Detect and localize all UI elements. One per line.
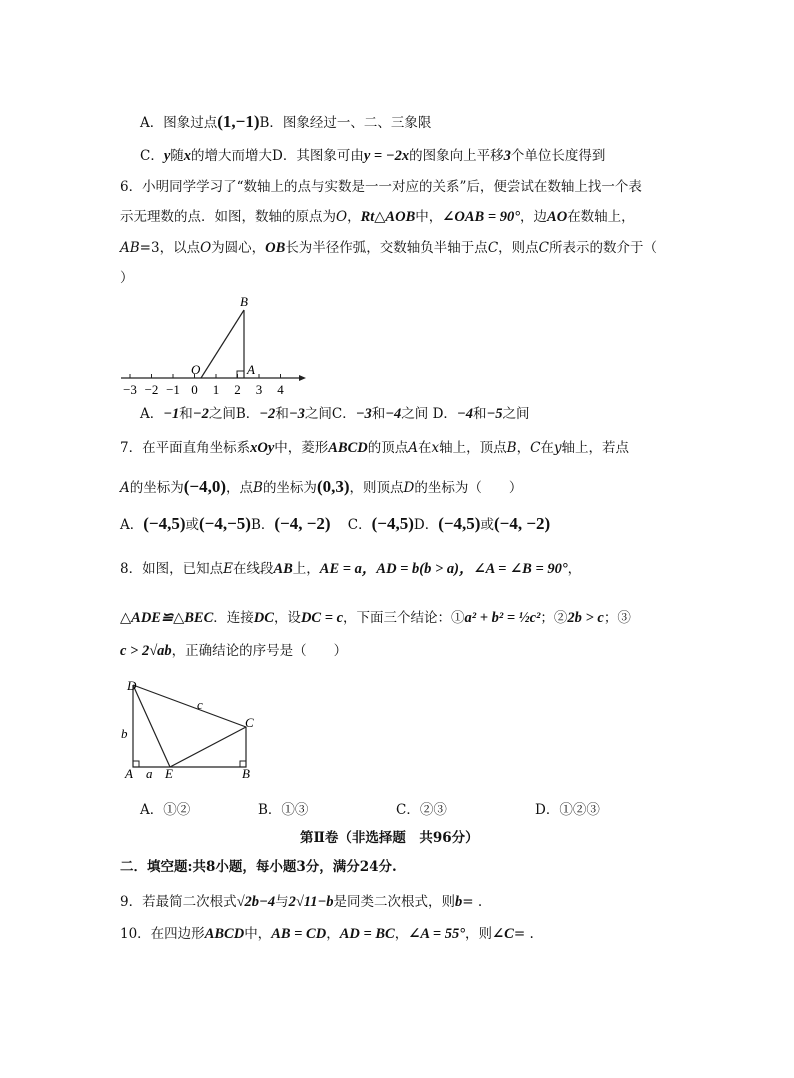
text: ， — [567, 561, 582, 577]
tick-label: 2 — [234, 382, 241, 397]
formula: DC = c — [300, 610, 344, 626]
var: A — [120, 480, 130, 496]
coord: (−4, −2) — [274, 514, 331, 533]
option-text: C．②③ — [396, 802, 447, 818]
label: D． — [413, 517, 439, 533]
text: 和 — [179, 406, 193, 422]
text: 在 — [418, 440, 432, 456]
text: 的图象向上平移 — [409, 148, 504, 164]
formula: xOy — [250, 440, 275, 456]
text: ，边 — [520, 209, 548, 225]
label: B． — [235, 406, 260, 422]
formula: c > 2√ab — [120, 643, 172, 659]
var: b — [455, 894, 463, 910]
text: 与 — [275, 894, 289, 910]
text: 之间 — [401, 406, 429, 422]
label-d: D — [127, 678, 137, 693]
q5-option-a — [140, 112, 431, 133]
text: 在数轴上， — [567, 209, 635, 225]
text: 和 — [275, 406, 289, 422]
formula: 2b > c — [567, 610, 604, 626]
formula: ∠OAB = 90° — [442, 209, 521, 225]
text: = . — [513, 926, 534, 942]
text: 9．若最简二次根式 — [120, 894, 237, 910]
section-two-title: 二．填空题:共8小题，每小题3分，满分24分. — [120, 859, 397, 875]
trapezoid-figure — [112, 675, 262, 785]
text: ， — [326, 926, 340, 942]
label: D． — [432, 406, 457, 422]
text: ，下面三个结论：① — [343, 610, 465, 626]
var-y: y — [163, 148, 171, 164]
q6-text: 6．小明同学学习了“数轴上的点与实数是一一对应的关系”后，便尝试在数轴上找一个表 — [120, 179, 642, 195]
var: E — [223, 561, 233, 577]
part-two-title: 第Ⅱ卷（非选择题 共96分） — [300, 830, 479, 846]
text: ，则 — [465, 926, 493, 942]
q8-option-d — [535, 800, 600, 820]
text: 中，菱形 — [274, 440, 329, 456]
var: y — [553, 440, 562, 456]
q6-options — [140, 404, 530, 424]
text: ） — [120, 270, 134, 286]
var: x — [431, 440, 440, 456]
label-a: A — [247, 362, 255, 377]
q8-line-2 — [120, 608, 631, 628]
label: C． — [347, 517, 372, 533]
formula: AO — [547, 209, 568, 225]
label: A． — [140, 406, 164, 422]
option-a-text: A．图象过点 — [140, 115, 218, 131]
text: = . — [462, 894, 483, 910]
label: B． — [250, 517, 275, 533]
label-side-c: c — [197, 697, 203, 712]
radical: 2√11−b — [288, 894, 334, 910]
coord: (−4, −2) — [493, 514, 551, 533]
formula: ABCD — [328, 440, 368, 456]
text: ， — [347, 209, 361, 225]
tick-label: −1 — [166, 382, 180, 397]
q6-line-4 — [120, 268, 134, 288]
text: 的坐标为 — [129, 480, 184, 496]
text: 轴上，顶点 — [439, 440, 507, 456]
num: −1 — [163, 406, 180, 422]
segment-ec — [170, 727, 246, 767]
formula: DC — [253, 610, 274, 626]
var: O — [336, 209, 348, 225]
text: 和 — [371, 406, 386, 422]
text: 或 — [480, 517, 494, 533]
text: 示无理数的点．如图，数轴的原点为 — [120, 209, 336, 225]
text: 10．在四边形 — [120, 926, 205, 942]
text: ．连接 — [213, 610, 254, 626]
coord: (−4,5) — [371, 514, 414, 533]
text: 中， — [415, 209, 443, 225]
formula: ∠A = 55° — [408, 926, 466, 942]
q6-line-3 — [120, 238, 657, 258]
var: C — [530, 440, 541, 456]
text: 的增大而增大 — [191, 148, 273, 164]
segment-ob — [201, 310, 244, 378]
var: B — [253, 480, 263, 496]
right-angle-a — [133, 761, 139, 767]
text: 之间 — [304, 406, 332, 422]
text: 中， — [244, 926, 272, 942]
label: C． — [331, 406, 356, 422]
axis-arrow — [299, 375, 306, 381]
formula: AE = a，AD = b(b > a)，∠A = ∠B = 90° — [319, 561, 568, 577]
text: 的顶点 — [367, 440, 409, 456]
var: B — [506, 440, 517, 456]
q6-line-2 — [120, 207, 635, 227]
text: =3，以点 — [139, 240, 201, 256]
formula: Rt△AOB — [360, 209, 416, 225]
q8-option-b — [258, 800, 308, 820]
text: ；③ — [603, 610, 631, 626]
coord: (−4,5) — [143, 514, 186, 533]
option-c-label: C． — [140, 148, 164, 164]
text: ， — [394, 926, 409, 942]
label-o: O — [191, 362, 201, 377]
q5-option-cd — [140, 146, 605, 166]
var: C — [538, 240, 549, 256]
text: 的坐标为（ ） — [414, 480, 523, 496]
tick-label: 3 — [255, 382, 263, 397]
text: 在 — [540, 440, 554, 456]
num: −5 — [486, 406, 503, 422]
text: 在线段 — [232, 561, 274, 577]
q8-option-c — [396, 800, 447, 820]
q8-option-a — [140, 800, 190, 820]
label-side-a: a — [146, 766, 153, 781]
text: 个单位长度得到 — [510, 148, 606, 164]
text: 上， — [292, 561, 320, 577]
text: 是同类二次根式，则 — [333, 894, 456, 910]
text: 长为半径作弧，交数轴负半轴于点 — [285, 240, 488, 256]
text: ；② — [540, 610, 568, 626]
formula: AB — [273, 561, 293, 577]
label-b: B — [242, 766, 250, 781]
text: 7．在平面直角坐标系 — [120, 440, 251, 456]
right-angle-mark — [237, 371, 244, 378]
option-text: B．①③ — [258, 802, 309, 818]
label-b: B — [240, 294, 248, 309]
tick-label: −3 — [123, 382, 137, 397]
q8-line-3 — [120, 641, 347, 661]
q5-option-b: B．图象经过一、二、三象限 — [259, 115, 432, 131]
text: 之间 — [208, 406, 236, 422]
text: ，点 — [226, 480, 254, 496]
var-x: x — [183, 148, 192, 164]
text: 为圆心， — [211, 240, 266, 256]
label-side-b: b — [121, 726, 128, 741]
text: 随 — [170, 148, 184, 164]
q7-options — [120, 514, 550, 535]
text: 的坐标为 — [262, 480, 317, 496]
label-c: C — [245, 715, 254, 730]
q7-line-2 — [120, 477, 522, 498]
q7-line-1 — [120, 438, 629, 458]
text: 之间 — [502, 406, 530, 422]
q9 — [120, 892, 482, 912]
num: −3 — [288, 406, 305, 422]
label-e: E — [165, 766, 173, 781]
tick-label: −2 — [144, 382, 159, 397]
text: ，设 — [273, 610, 301, 626]
num: −4 — [385, 406, 402, 422]
text: 所表示的数介于（ — [549, 240, 657, 256]
text: 或 — [185, 517, 200, 533]
formula: y = −2x — [363, 148, 410, 164]
q8-line-1 — [120, 559, 581, 579]
number: 3 — [503, 148, 511, 164]
num: −4 — [456, 406, 473, 422]
var: D — [403, 480, 415, 496]
formula: a² + b² = ½c² — [464, 610, 541, 626]
tick-label: 4 — [277, 382, 284, 397]
formula: ABCD — [204, 926, 245, 942]
text: ，则点 — [498, 240, 539, 256]
formula: AB = CD — [271, 926, 327, 942]
point-math: (1,−1) — [217, 112, 260, 131]
tick-label: 1 — [212, 382, 220, 397]
radical: √2b−4 — [236, 894, 276, 910]
text: ， — [516, 440, 531, 456]
text: 轴上，若点 — [561, 440, 630, 456]
q6-line-1 — [120, 177, 642, 197]
coord: (−4,0) — [183, 477, 227, 496]
var: AB — [120, 240, 140, 256]
formula: △ADE≌△BEC — [120, 610, 214, 626]
text: 8．如图，已知点 — [120, 561, 224, 577]
var: C — [487, 240, 499, 256]
option-d-text: D．其图象可由 — [272, 148, 364, 164]
q10 — [120, 924, 534, 944]
coord: (0,3) — [316, 477, 350, 496]
label: A． — [120, 517, 144, 533]
num: −2 — [192, 406, 209, 422]
label-a: A — [125, 766, 133, 781]
trapezoid-outline — [133, 685, 246, 767]
formula: ∠C — [492, 926, 514, 942]
text: ，则顶点 — [349, 480, 404, 496]
number-line-figure — [115, 290, 315, 400]
coord: (−4,5) — [438, 514, 481, 533]
text: ，正确结论的序号是（ ） — [171, 643, 348, 659]
option-text: A．①② — [140, 802, 191, 818]
tick-label: 0 — [191, 382, 198, 397]
formula: AD = BC — [339, 926, 395, 942]
option-text: D．①②③ — [535, 802, 600, 818]
var: A — [408, 440, 419, 456]
formula: OB — [265, 240, 286, 256]
num: −3 — [355, 406, 372, 422]
text: 和 — [472, 406, 487, 422]
var: O — [200, 240, 212, 256]
coord: (−4,−5) — [199, 514, 251, 533]
num: −2 — [259, 406, 276, 422]
